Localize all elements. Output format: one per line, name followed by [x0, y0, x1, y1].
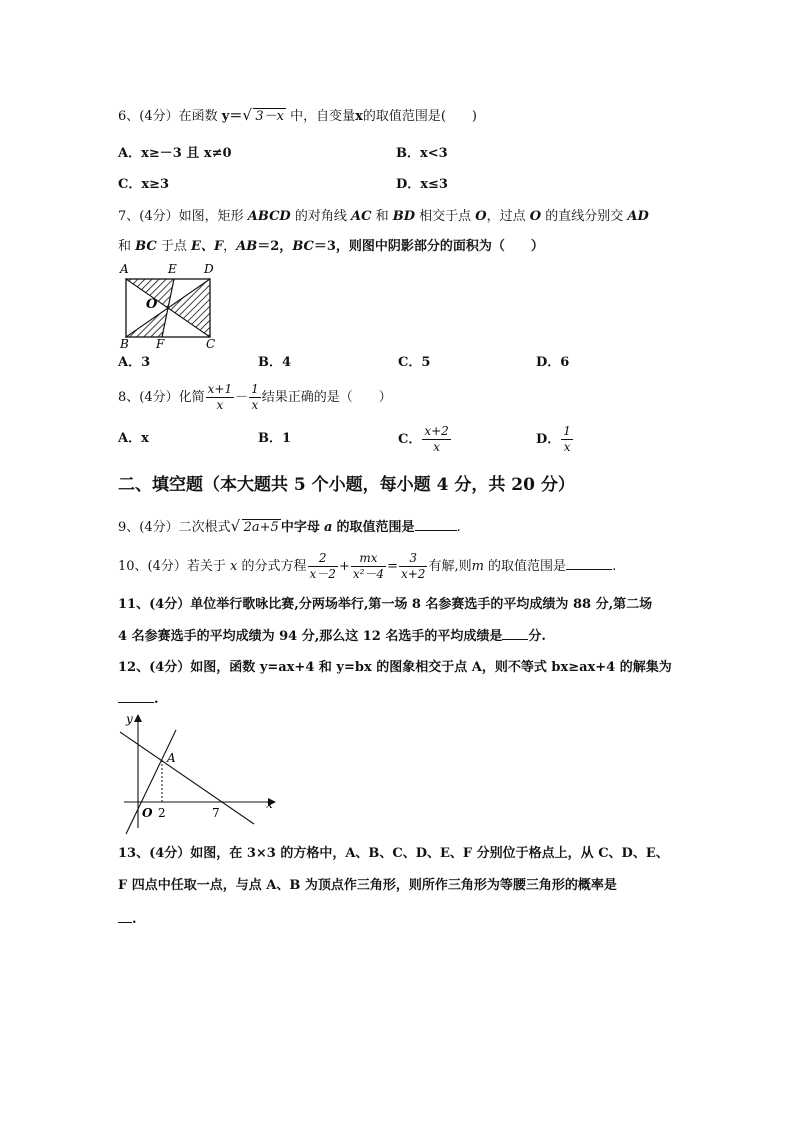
q12-answer-blank[interactable]	[118, 690, 154, 703]
q11-stem-line1: 11、(4分）单位举行歌咏比赛,分两场举行,第一场 8 名参赛选手的平均成绩为 88 分,第二场	[118, 597, 653, 612]
q6-option-d: D．x≤3	[396, 177, 448, 192]
q10-stem: 10、(4分）若关于 x 的分式方程 $\frac{2}{x-2}$ + $\frac{mx}{\text{x²－4}}$ = $\frac{3}{x+2}$ 有解,则m 的取值范围是 .	[118, 551, 617, 581]
q7-figure	[114, 260, 224, 348]
q7-label-b: B	[120, 337, 129, 348]
q11-answer-blank[interactable]	[502, 627, 528, 640]
q8-option-d: D． $\frac{1}{x}$	[536, 424, 571, 454]
q7-option-c: C．5	[398, 355, 431, 370]
q7-option-d: D．6	[536, 355, 570, 370]
q13-answer-blank[interactable]	[118, 910, 132, 923]
q6-stem	[118, 108, 477, 126]
q12-label-origin: O	[142, 806, 153, 820]
q8-fraction-1: $\frac{x+1}{x}$	[207, 382, 233, 412]
q12-stem-line1: 12、(4分）如图，函数 y=ax+4 和 y=bx 的图象相交于点 A，则不等式 bx≥ax+4 的解集为	[118, 660, 672, 675]
q6-radicand: 3－x	[255, 109, 284, 124]
q12-stem-line2: .	[118, 690, 159, 709]
q10-answer-blank[interactable]	[566, 557, 612, 570]
q6-func-y: y＝	[221, 109, 243, 124]
section2-title: 二、填空题（本大题共 5 个小题，每小题 4 分，共 20 分）	[118, 475, 575, 495]
q6-suffix-a: 中，自变量	[290, 109, 356, 124]
q12-line-ax-plus-4	[120, 732, 254, 824]
q9-stem: 9、(4分）二次根式 √ 2a+5 中字母 a 的取值范围是 .	[118, 517, 461, 535]
q7-label-e: E	[168, 262, 177, 276]
q8-option-c: C． $\frac{x+2}{x}$	[398, 424, 449, 454]
q12-label-x: x	[266, 797, 273, 811]
q12-label-2: 2	[158, 806, 166, 820]
q8-option-a: A．x	[118, 431, 149, 446]
q6-prefix: 6、(4分）在函数	[118, 109, 218, 124]
q7-stem-line1: 7、(4分）如图，矩形 ABCD 的对角线 AC 和 BD 相交于点 O，过点 O 的直线分别交 AD	[118, 209, 649, 224]
q7-label-o: O	[146, 297, 158, 312]
q7-label-a: A	[120, 262, 129, 276]
q13-stem-line2: F 四点中任取一点，与点 A、B 为顶点作三角形，则所作三角形为等腰三角形的概率是	[118, 878, 617, 893]
q7-option-a: A．3	[118, 355, 151, 370]
q6-option-a: A．x≥－3 且 x≠0	[118, 146, 232, 161]
q12-label-a: A	[167, 751, 176, 765]
q6-sqrt: √ 3－x	[242, 106, 284, 124]
q12-y-axis-arrow	[134, 714, 142, 722]
q6-var-x: x	[355, 109, 363, 124]
q9-answer-blank[interactable]	[415, 518, 457, 531]
q11-stem-line2: 4 名参赛选手的平均成绩为 94 分,那么这 12 名选手的平均成绩是 分.	[118, 629, 546, 644]
q8-stem: 8、(4分）化简 $\frac{x+1}{x}$ － $\frac{1}{x}$ 结果正确的是（ ）	[118, 382, 392, 412]
q7-label-d: D	[204, 262, 214, 276]
q12-figure	[112, 710, 282, 836]
q7-label-c: C	[206, 337, 216, 348]
q7-shaded-region-dco	[168, 279, 210, 337]
q12-label-7: 7	[212, 806, 220, 820]
q8-option-b: B．1	[258, 431, 292, 446]
q6-option-c: C．x≥3	[118, 177, 170, 192]
q12-label-y: y	[126, 712, 133, 726]
q7-option-b: B．4	[258, 355, 292, 370]
q6-suffix-b: 的取值范围是( )	[362, 109, 478, 124]
q7-label-f: F	[156, 337, 165, 348]
q6-option-b: B．x<3	[396, 146, 448, 161]
q13-stem-line3: .	[118, 910, 137, 929]
q13-stem-line1: 13、(4分）如图，在 3×3 的方格中，A、B、C、D、E、F 分别位于格点上，从 C、D、E、	[118, 846, 669, 861]
q7-stem-line2: 和 BC 于点 E、F，AB＝2，BC＝3，则图中阴影部分的面积为（ ）	[118, 239, 544, 254]
q8-fraction-2: $\frac{1}{x}$	[251, 382, 259, 412]
